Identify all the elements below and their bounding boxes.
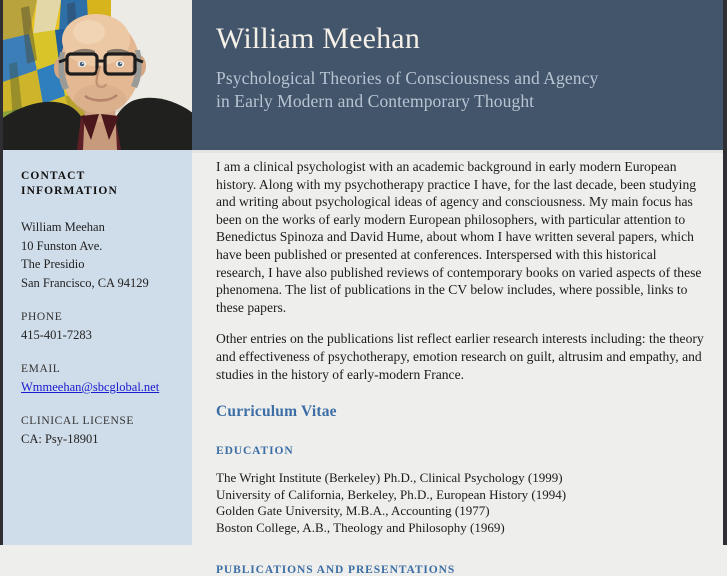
- email-link[interactable]: Wmmeehan@sbcglobal.net: [21, 380, 160, 394]
- contact-heading-line1: CONTACT: [21, 170, 86, 182]
- page-subtitle-line1: Psychological Theories of Consciousness and Agency: [216, 68, 599, 88]
- portrait-photo-graphic: [3, 0, 192, 150]
- bio-paragraph-1: I am a clinical psychologist with an academic background in early modern European history. Along with my psychotherapy practice I have, for the last decade, been studying and writing about psychological ideas of agency and consciousness. My main focus has been on the works of early modern European philosophers, with particular attention to Benedictus Spinoza and David Hume, about whom I have written several papers, which have been published or presented at conferences. Interspersed with this historical research, I have also published reviews of contemporary books on varied aspects of these phenomena. The list of publications in the CV below includes, where possible, links to these papers.: [216, 159, 702, 315]
- email-label: EMAIL: [21, 363, 61, 375]
- contact-heading: [21, 169, 180, 199]
- page-title: William Meehan: [216, 22, 421, 55]
- contact-heading-line2: INFORMATION: [21, 185, 118, 197]
- address-line: The Presidio: [21, 257, 85, 271]
- portrait-photo: [3, 0, 192, 150]
- education-item: Boston College, A.B., Theology and Philosophy (1969): [216, 519, 505, 535]
- contact-sidebar: [3, 150, 192, 545]
- education-list: [216, 470, 705, 536]
- curriculum-vitae-heading: Curriculum Vitae: [216, 403, 337, 421]
- education-item: Golden Gate University, M.B.A., Accounting (1977): [216, 503, 490, 519]
- page-subtitle: [216, 67, 723, 113]
- phone-value: 415-401-7283: [21, 328, 92, 342]
- address-line: San Francisco, CA 94129: [21, 275, 149, 290]
- license-label: CLINICAL LICENSE: [21, 415, 134, 427]
- license-value: CA: Psy-18901: [21, 432, 99, 446]
- bio-paragraph-2: Other entries on the publications list reflect earlier research interests including: the theory and effectiveness of psychotherapy, emotion research on guilt, altrusim and empathy, and studies in the history of early-modern France.: [216, 331, 704, 382]
- address-line: William Meehan: [21, 220, 105, 234]
- education-item: University of California, Berkeley, Ph.D., European History (1994): [216, 486, 567, 502]
- page-subtitle-line2: in Early Modern and Contemporary Thought: [216, 91, 535, 111]
- education-heading: EDUCATION: [216, 445, 294, 458]
- page-header: [192, 0, 723, 150]
- publications-heading: PUBLICATIONS AND PRESENTATIONS: [216, 564, 456, 576]
- main-content: [192, 153, 723, 576]
- phone-label: PHONE: [21, 311, 63, 323]
- contact-address: [21, 218, 180, 292]
- education-item: The Wright Institute (Berkeley) Ph.D., Clinical Psychology (1999): [216, 470, 563, 486]
- address-line: 10 Funston Ave.: [21, 238, 103, 253]
